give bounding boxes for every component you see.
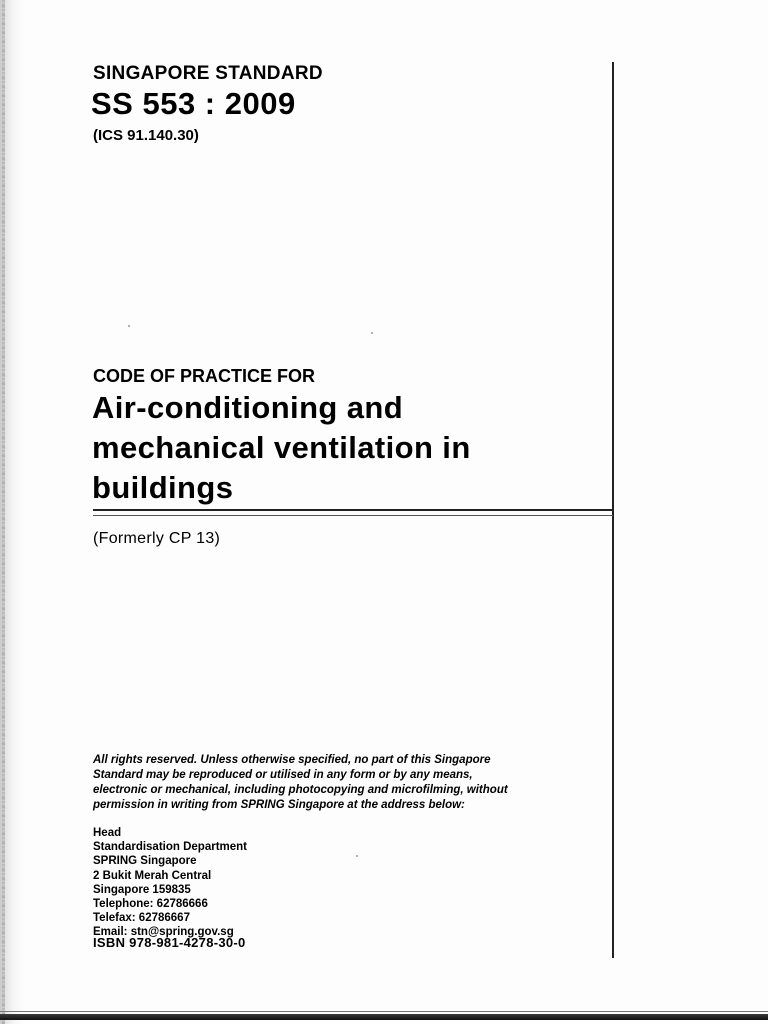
scan-edge-texture [2,0,5,1024]
formerly-note: (Formerly CP 13) [93,530,221,547]
address-line: 2 Bukit Merah Central [93,869,212,882]
document-title [92,388,602,508]
rights-line: Standard may be reproduced or utilised in any form or by any means, [93,769,473,781]
scan-speck [356,855,358,857]
address-line: Singapore 159835 [93,883,191,896]
contact-address [93,826,247,940]
isbn: ISBN 978-981-4278-30-0 [93,935,246,950]
address-line: Standardisation Department [93,841,247,854]
rights-line: permission in writing from SPRING Singapore at the address below: [93,799,465,811]
subtitle-prefix: CODE OF PRACTICE FOR [93,366,316,386]
title-rule-thin [93,515,613,516]
title-rule [93,509,613,511]
address-line: Head [93,827,122,839]
title-line: Air-conditioning and [92,390,404,425]
title-line: buildings [92,470,234,505]
rights-statement [93,753,593,813]
email-address: Email: stn@spring.gov.sg [93,926,234,939]
scan-speck [371,332,373,334]
standard-code: SS 553 : 2009 [91,86,296,121]
phone-row [93,897,247,925]
rights-line: All rights reserved. Unless otherwise specified, no part of this Singapore [93,754,491,766]
telefax: Telefax: 62786667 [93,912,190,925]
scan-bottom-edge [0,1014,768,1020]
rights-line: electronic or mechanical, including photocopying and microfilming, without [93,784,508,796]
address-line: SPRING Singapore [93,855,197,868]
organisation-heading: SINGAPORE STANDARD [93,63,323,84]
title-line: mechanical ventilation in [92,430,471,465]
ics-code: (ICS 91.140.30) [93,127,199,144]
telephone: Telephone: 62786666 [93,898,208,911]
scan-speck [128,325,130,327]
scan-bottom-edge-thin [0,1011,768,1012]
